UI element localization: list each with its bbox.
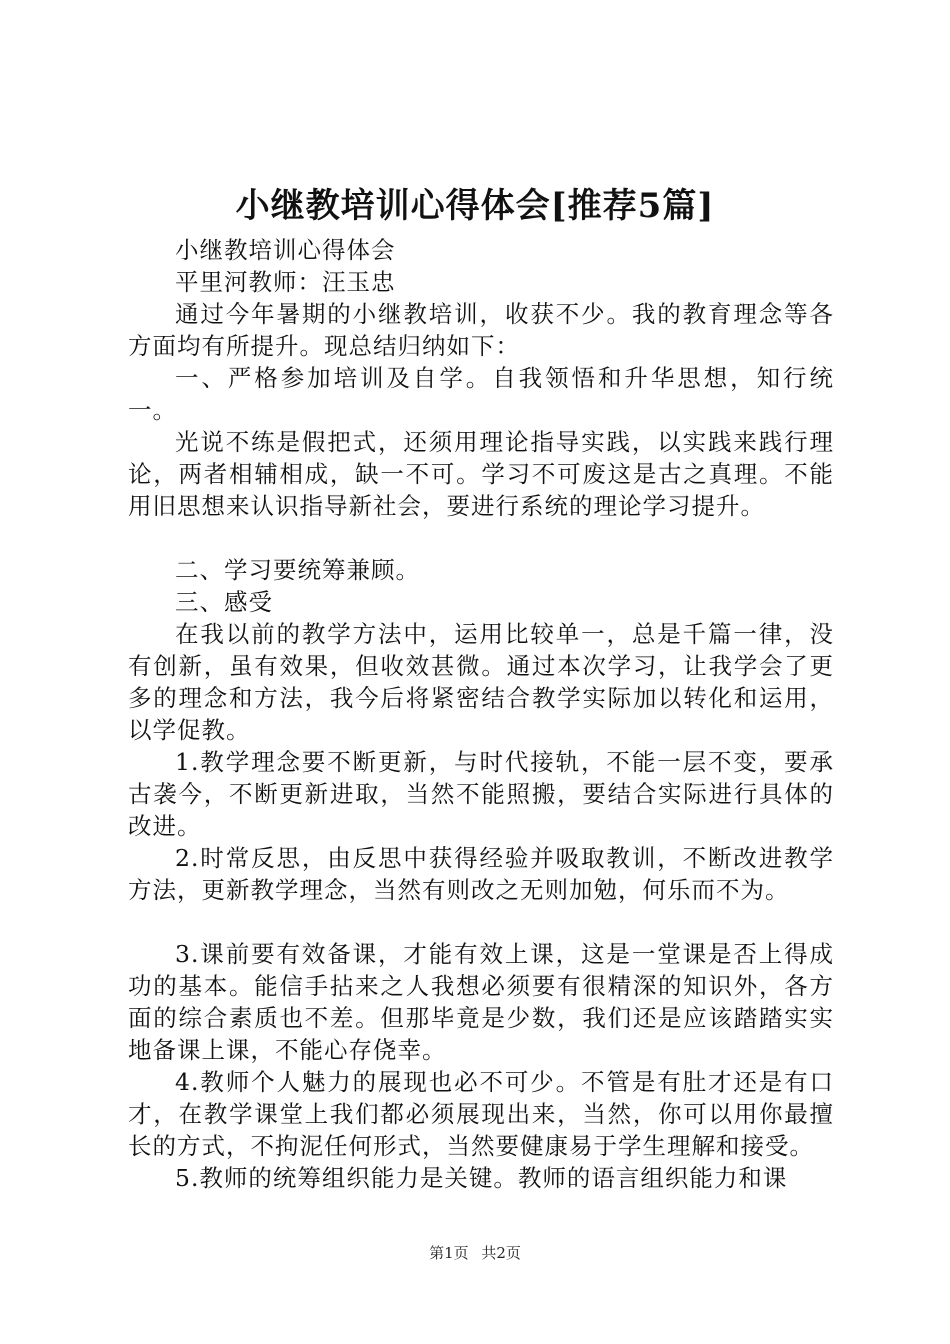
page-number: 第1页 xyxy=(429,1244,469,1262)
paragraph-heading: 一、严格参加培训及自学。自我领悟和升华思想，知行统一。 xyxy=(128,364,834,424)
document-title: 小继教培训心得体会[推荐5篇] xyxy=(235,186,715,226)
paragraph-list-item: 3.课前要有效备课，才能有效上课，这是一堂课是否上得成功的基本。能信手拈来之人我想必须要有很精深的知识外，各方面的综合素质也不差。但那毕竟是少数，我们还是应该踏踏实实地备课上课，不能心存侥幸。 xyxy=(128,940,834,1064)
document-body xyxy=(128,234,834,1194)
paragraph: 通过今年暑期的小继教培训，收获不少。我的教育理念等各方面均有所提升。现总结归纳如下： xyxy=(128,300,834,360)
paragraph: 在我以前的教学方法中，运用比较单一，总是千篇一律，没有创新，虽有效果，但收效甚微。通过本次学习，让我学会了更多的理念和方法，我今后将紧密结合教学实际加以转化和运用，以学促教。 xyxy=(128,620,834,744)
paragraph-list-item: 1.教学理念要不断更新，与时代接轨，不能一层不变，要承古袭今，不断更新进取，当然不能照搬，要结合实际进行具体的改进。 xyxy=(128,748,834,840)
paragraph-list-item: 5.教师的统筹组织能力是关键。教师的语言组织能力和课 xyxy=(175,1164,788,1192)
paragraph-list-item: 4.教师个人魅力的展现也必不可少。不管是有肚才还是有口才，在教学课堂上我们都必须展现出来，当然，你可以用你最擅长的方式，不拘泥任何形式，当然要健康易于学生理解和接受。 xyxy=(128,1068,834,1160)
paragraph-author: 平里河教师：汪玉忠 xyxy=(175,268,396,296)
page-total: 共2页 xyxy=(481,1244,521,1262)
paragraph-heading: 二、学习要统筹兼顾。 xyxy=(175,556,420,584)
paragraph-list-item: 2.时常反思，由反思中获得经验并吸取教训，不断改进教学方法，更新教学理念，当然有则改之无则加勉，何乐而不为。 xyxy=(128,844,834,904)
page-footer xyxy=(0,1243,950,1263)
paragraph-subtitle: 小继教培训心得体会 xyxy=(175,236,396,264)
paragraph: 光说不练是假把式，还须用理论指导实践，以实践来践行理论，两者相辅相成，缺一不可。学习不可废这是古之真理。不能用旧思想来认识指导新社会，要进行系统的理论学习提升。 xyxy=(128,428,834,520)
paragraph-heading: 三、感受 xyxy=(175,588,273,616)
